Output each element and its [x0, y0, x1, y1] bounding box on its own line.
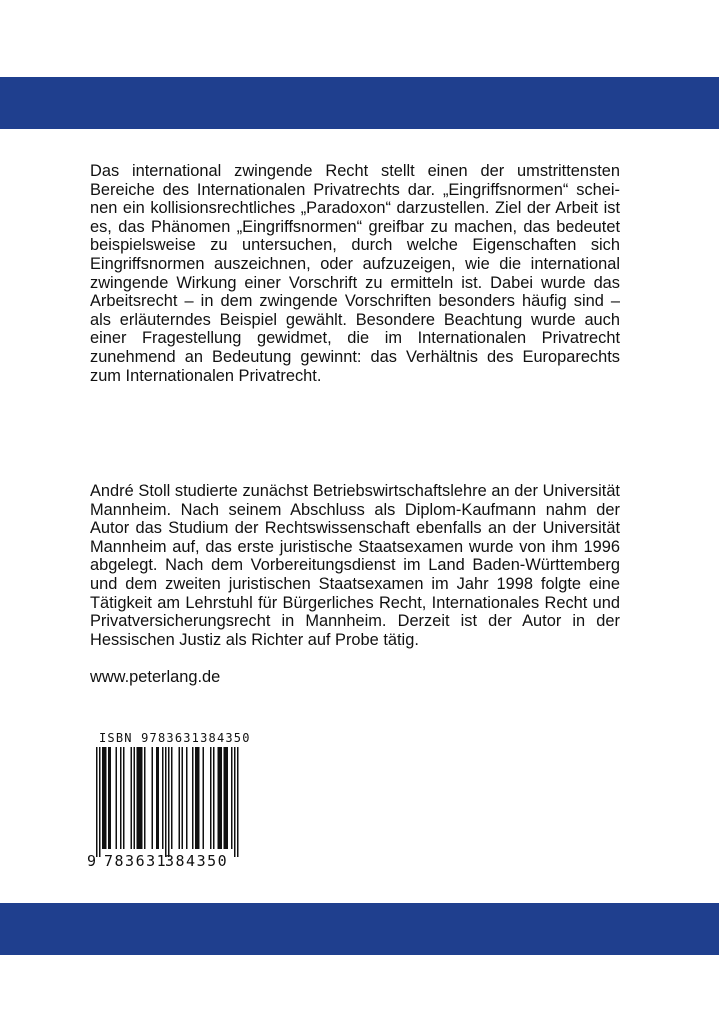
barcode-bar [162, 747, 164, 849]
top-color-band [0, 77, 719, 129]
barcode-bar [197, 747, 199, 849]
barcode-bar [140, 747, 142, 849]
barcode-bar [179, 747, 181, 849]
barcode-bar [144, 747, 146, 849]
barcode-bar [116, 747, 118, 849]
isbn-barcode [86, 747, 246, 857]
isbn-label: ISBN 9783631384350 [99, 731, 251, 745]
publisher-website-link[interactable]: www.peterlang.de [90, 668, 221, 686]
barcode-bar [195, 747, 197, 849]
barcode-guard-bar [165, 747, 167, 857]
barcode-bar [218, 747, 220, 849]
barcode-bar [227, 747, 229, 849]
barcode-bar [137, 747, 139, 849]
barcode-guard-bar [234, 747, 236, 857]
barcode-bar [210, 747, 212, 849]
barcode-bar [198, 747, 200, 849]
author-bio-text: André Stoll studierte zunächst Betriebswirtschaftslehre an der Universität Mannheim. Nach seinem Abschluss als Diplom-Kaufmann nahm der Autor das Studium der Rechtswissenschaft ebenfalls an der Universität Mannheim auf, das erste juristische Staatsexamen wurde von ihm 1996 abgelegt. Nach dem Vorbereitungsdienst im Land Baden-Württemberg und dem zweiten juristischen Staatsexamen im Jahr 1998 folgte eine Tätigkeit am Lehrstuhl für Bürgerliches Recht, Internationales Recht und Privatversicherungsrecht in Mannheim. Derzeit ist der Autor in der Hessischen Justiz als Richter auf Probe tätig. [90, 482, 620, 649]
barcode-bar [105, 747, 107, 849]
barcode-bar [171, 747, 173, 849]
barcode-bar [158, 747, 160, 849]
barcode-guard-bar [168, 747, 170, 857]
barcode-bar [138, 747, 140, 849]
barcode-bar [224, 747, 226, 849]
barcode-right-digits: 384350 [165, 852, 229, 870]
barcode-bar [102, 747, 104, 849]
barcode-bar [213, 747, 215, 849]
barcode-bar [182, 747, 184, 849]
barcode-bar [134, 747, 136, 849]
barcode-guard-bar [99, 747, 101, 857]
barcode-bar [192, 747, 194, 849]
barcode-bar [110, 747, 112, 849]
barcode-bar [141, 747, 143, 849]
barcode-bar [123, 747, 125, 849]
barcode-bar [104, 747, 106, 849]
barcode-bar [221, 747, 223, 849]
barcode-bar [186, 747, 188, 849]
barcode-bar [108, 747, 110, 849]
barcode-bar [156, 747, 158, 849]
barcode-bar [120, 747, 122, 849]
barcode-first-digit: 9 [87, 852, 98, 870]
abstract-text: Das international zwingende Recht stellt einen der umstrittensten Bereiche des Internationalen Privatrechts dar. „Eingriffsnormen“ scheinen ein kollisionsrechtliches „Paradoxon“ darzustellen. Ziel der Arbeit ist es, das Phänomen „Eingriffsnormen“ greifbar zu machen, das bedeutet beispielsweise zu untersuchen, durch welche Eigenschaften sich Eingriffsnormen auszeichnen, oder aufzuzeigen, wie die international zwingende Wirkung einer Vorschrift zu ermitteln ist. Dabei wurde das Arbeitsrecht – in dem zwingende Vorschriften besonders häufig sind – als erläuterndes Beispiel gewählt. Besondere Beachtung wurde auch einer Fragestellung gewidmet, die im Internationalen Privatrecht zunehmend an Bedeutung gewinnt: das Verhältnis des Europarechts zum Internationalen Privatrecht. [90, 162, 620, 385]
barcode-bar [225, 747, 227, 849]
barcode-bar [203, 747, 205, 849]
barcode-guard-bar [96, 747, 98, 857]
barcode-bar [219, 747, 221, 849]
bottom-color-band [0, 903, 719, 955]
barcode-guard-bar [237, 747, 239, 857]
barcode-bar [152, 747, 154, 849]
barcode-bar [131, 747, 133, 849]
barcode-bar [231, 747, 233, 849]
barcode-left-digits: 783631 [104, 852, 168, 870]
